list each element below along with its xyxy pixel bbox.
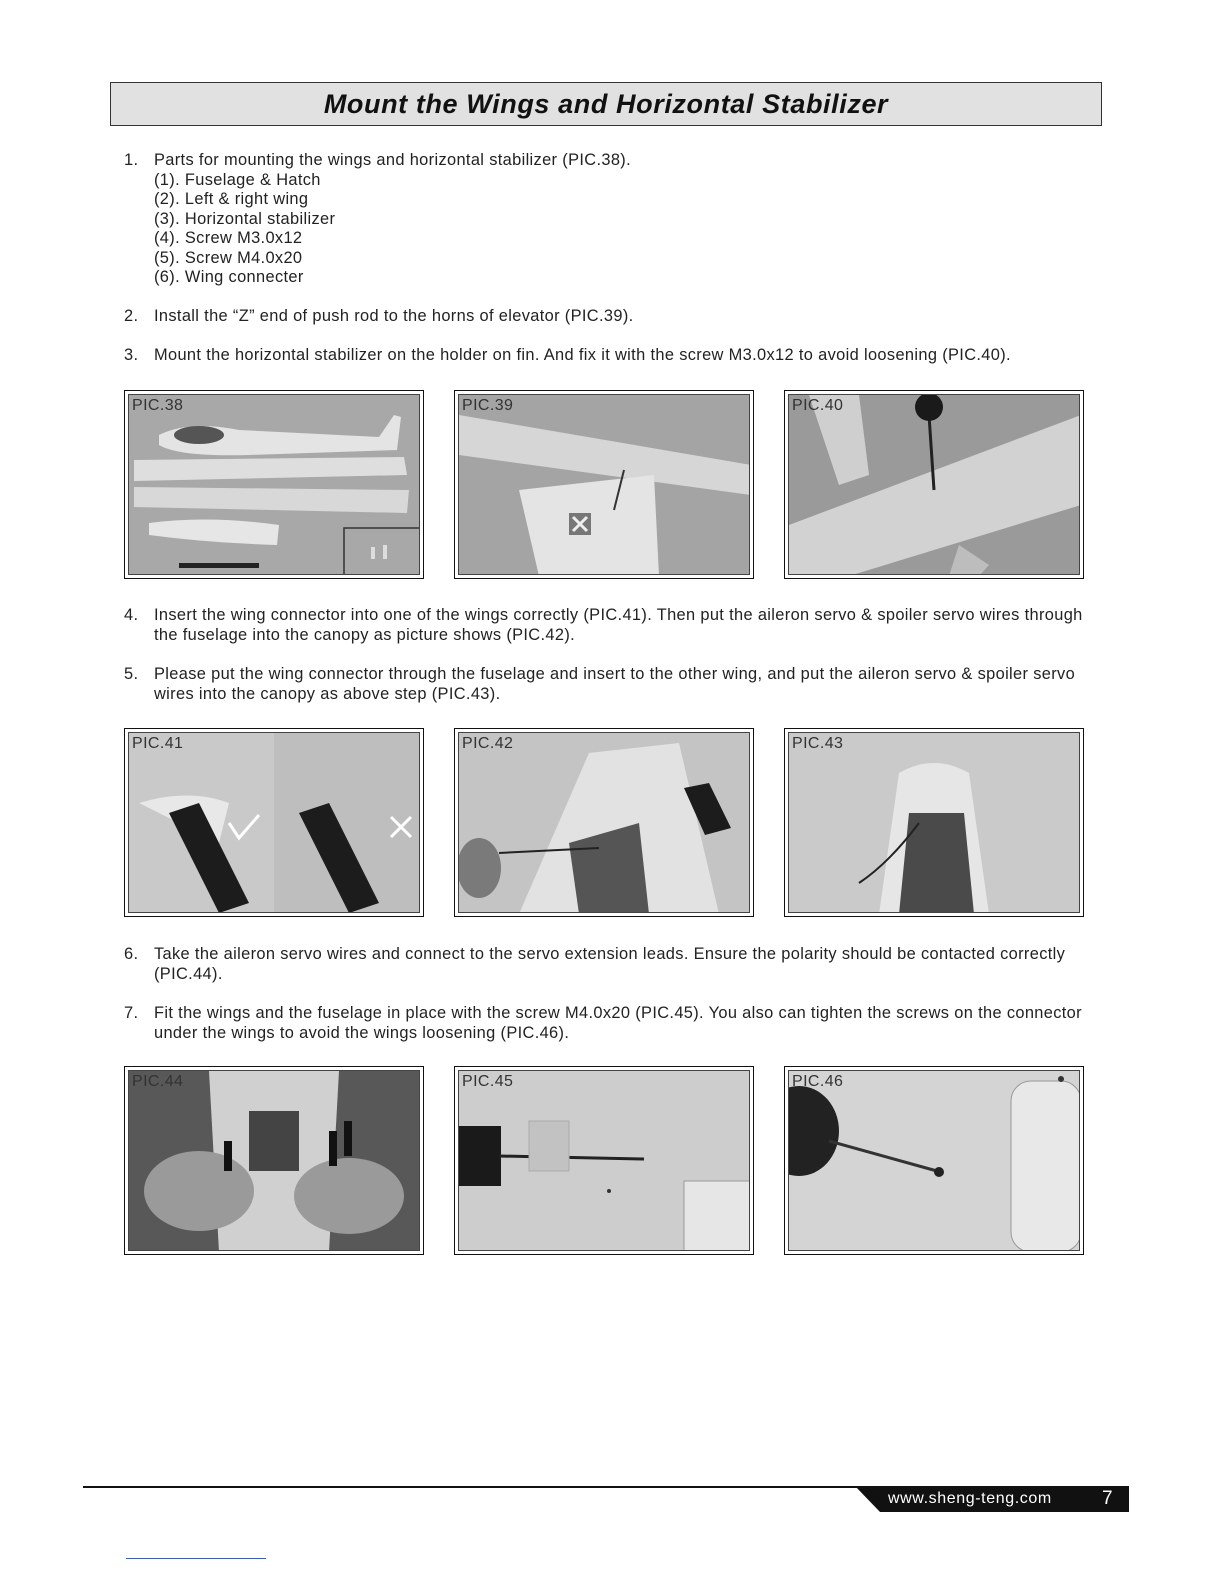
step-text: Please put the wing connector through the fuselage and insert to the other wing, and put the aileron servo & spoiler servo wires into the canopy as above step (PIC.43). (154, 665, 1076, 703)
parts-item: (3). Horizontal stabilizer (154, 209, 336, 228)
step-number: 5. (124, 665, 139, 683)
canopy-photo (789, 733, 1080, 913)
parts-item: (2). Left & right wing (154, 190, 309, 208)
parts-item: (4). Screw M3.0x12 (154, 229, 303, 247)
picture-label: PIC.45 (462, 1073, 514, 1090)
picture-label: PIC.44 (132, 1073, 184, 1090)
picture-44 (124, 1066, 424, 1255)
elevator-photo (459, 395, 750, 575)
picture-label: PIC.38 (132, 397, 184, 414)
step-6 (124, 945, 1099, 984)
step-text: Take the aileron servo wires and connect to the servo extension leads. Ensure the polarity should be contacted correctly (PIC.44). (154, 945, 1066, 983)
step-text: Install the “Z” end of push rod to the horns of elevator (PIC.39). (154, 307, 634, 325)
step-text: Mount the horizontal stabilizer on the holder on fin. And fix it with the screw M3.0x12 to avoid loosening (PIC.40). (154, 346, 1011, 364)
picture-40 (784, 390, 1084, 579)
picture-46 (784, 1066, 1084, 1255)
section-title: Mount the Wings and Horizontal Stabilizer (323, 88, 889, 119)
parts-item: (5). Screw M4.0x20 (154, 248, 303, 267)
picture-label: PIC.40 (792, 397, 844, 414)
step-4 (124, 606, 1099, 645)
stabilizer-photo (789, 395, 1080, 575)
footer-url[interactable]: www.sheng-teng.com (888, 1490, 1052, 1507)
picture-42 (454, 728, 754, 917)
picture-43 (784, 728, 1084, 917)
picture-label: PIC.43 (792, 735, 844, 752)
bottom-rule (126, 1558, 266, 1559)
step-text: Parts for mounting the wings and horizontal stabilizer (PIC.38). (154, 151, 631, 169)
step-number: 3. (124, 346, 139, 364)
picture-38 (124, 390, 424, 579)
picture-45 (454, 1066, 754, 1255)
step-1 (124, 151, 1099, 288)
picture-41 (124, 728, 424, 917)
picture-label: PIC.39 (462, 397, 514, 414)
step-2 (124, 307, 1099, 327)
servo-leads-photo (129, 1071, 420, 1251)
connector-screw-photo (789, 1071, 1080, 1251)
picture-label: PIC.42 (462, 735, 514, 752)
step-3 (124, 346, 1099, 366)
step-number: 6. (124, 945, 139, 963)
canopy-wires-photo (459, 733, 750, 913)
step-number: 4. (124, 606, 139, 624)
step-text: Insert the wing connector into one of the wings correctly (PIC.41). Then put the aileron servo & spoiler servo wires through the fuselage into the canopy as picture shows (PIC.42). (154, 606, 1083, 644)
step-number: 2. (124, 307, 139, 325)
picture-label: PIC.46 (792, 1073, 844, 1090)
picture-label: PIC.41 (132, 735, 184, 752)
wing-screw-photo (459, 1071, 750, 1251)
parts-item: (6). Wing connecter (154, 268, 304, 286)
step-7 (124, 1004, 1099, 1043)
parts-photo (129, 395, 420, 575)
parts-item: (1). Fuselage & Hatch (154, 170, 321, 189)
page-number: 7 (1102, 1488, 1113, 1509)
section-title-box (110, 82, 1102, 126)
step-5 (124, 665, 1099, 704)
wing-connector-photo (129, 733, 420, 913)
step-number: 7. (124, 1004, 139, 1022)
step-number: 1. (124, 151, 139, 169)
picture-39 (454, 390, 754, 579)
step-text: Fit the wings and the fuselage in place with the screw M4.0x20 (PIC.45). You also can tighten the screws on the connector under the wings to avoid the wings loosening (PIC.46). (154, 1004, 1082, 1042)
